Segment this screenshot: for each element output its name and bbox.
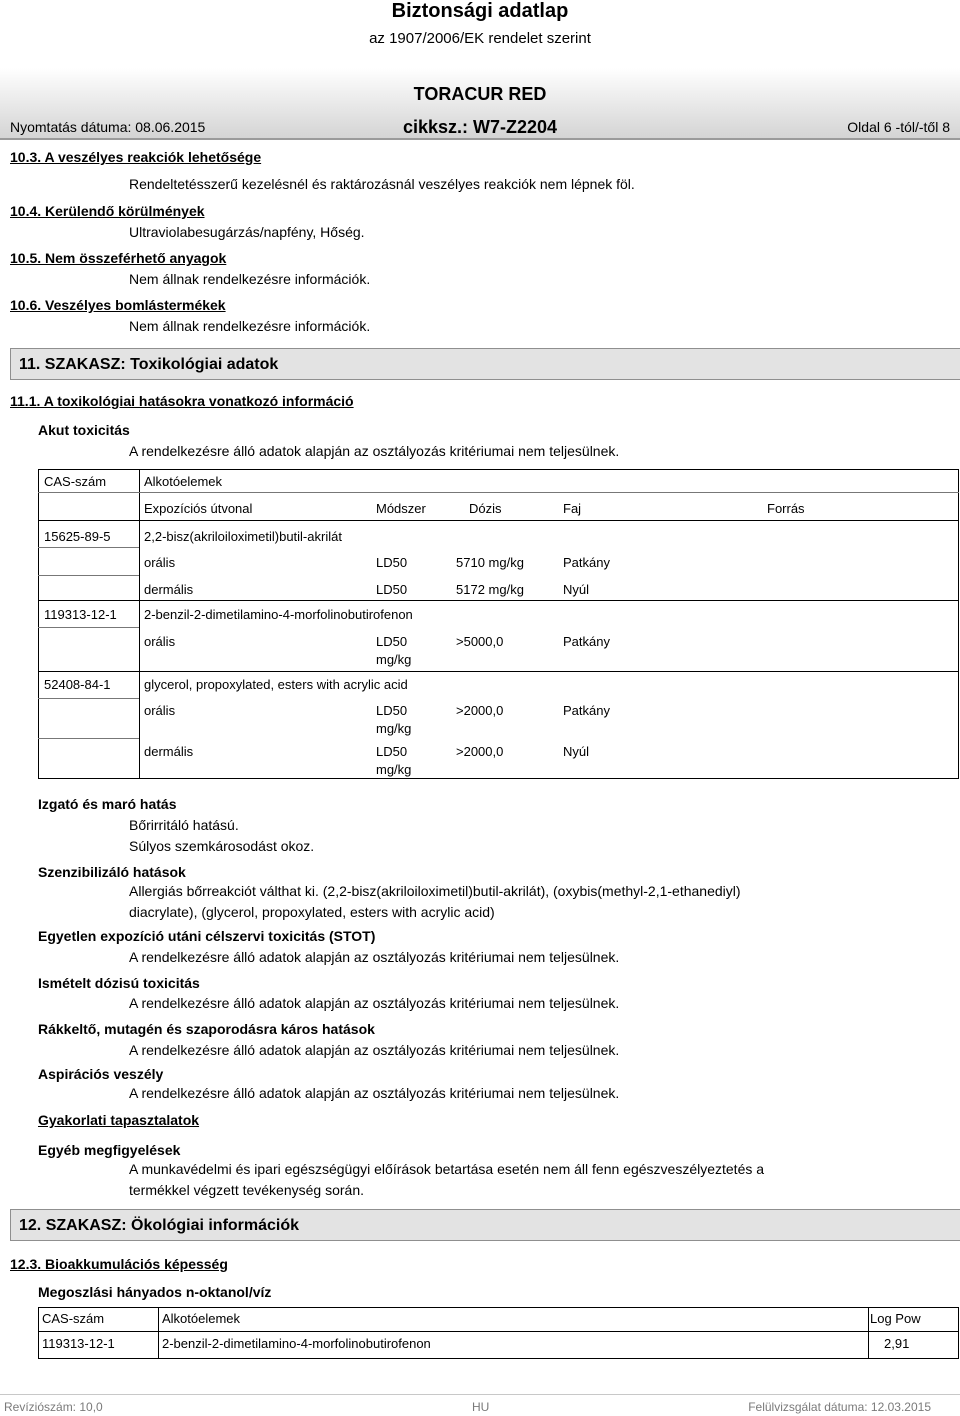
page-footer [0, 1394, 960, 1416]
col-header-route: Expozíciós útvonal [144, 501, 253, 516]
table-cell-dose: >5000,0 [456, 634, 504, 649]
language-code: HU [472, 1400, 490, 1414]
subsection-10-6-text: Nem állnak rendelkezésre információk. [129, 318, 371, 334]
table-divider [38, 575, 139, 576]
other-observations-heading: Egyéb megfigyelések [38, 1142, 181, 1158]
table-cell-method: LD50 [376, 703, 408, 718]
table-cell-route: dermális [144, 744, 194, 759]
table-divider [38, 520, 959, 521]
table-cell-component: 2-benzil-2-dimetilamino-4-morfolinobutirofenon [162, 1336, 431, 1351]
table-cell-unit: mg/kg [376, 762, 412, 777]
table-divider [38, 600, 959, 601]
table-divider [39, 1331, 958, 1332]
col-header-component: Alkotóelemek [144, 474, 223, 489]
sensitisation-heading: Szenzibilizáló hatások [38, 864, 186, 880]
subsection-10-3-heading: 10.3. A veszélyes reakciók lehetősége [10, 149, 262, 165]
table-cell-dose: >2000,0 [456, 703, 504, 718]
subsection-10-4-text: Ultraviolabesugárzás/napfény, Hőség. [129, 224, 365, 240]
col-header-dose: Dózis [469, 501, 502, 516]
section-11-title: 11. SZAKASZ: Toxikológiai adatok [10, 348, 960, 380]
section-12-title: 12. SZAKASZ: Ökológiai információk [10, 1209, 960, 1241]
table-cell-species: Patkány [563, 703, 610, 718]
subsection-10-4-heading: 10.4. Kerülendő körülmények [10, 203, 205, 219]
table-cell-cas: 119313-12-1 [42, 1336, 115, 1351]
practical-experience-heading: Gyakorlati tapasztalatok [38, 1112, 200, 1128]
table-cell-unit: mg/kg [376, 652, 412, 667]
table-divider [38, 547, 139, 548]
table-divider [38, 627, 139, 628]
table-cell-unit: mg/kg [376, 721, 412, 736]
table-cell-species: Patkány [563, 555, 610, 570]
table-divider [38, 671, 959, 672]
table-cell-cas: 119313-12-1 [44, 607, 117, 622]
table-divider [158, 1308, 159, 1358]
cmr-heading: Rákkeltő, mutagén és szaporodásra káros hatások [38, 1021, 375, 1037]
col-header-log-pow: Log Pow [870, 1311, 921, 1326]
aspiration-text: A rendelkezésre álló adatok alapján az osztályozás kritériumai nem teljesülnek. [129, 1085, 620, 1101]
table-divider [139, 469, 140, 779]
other-observations-text: termékkel végzett tevékenység során. [129, 1182, 365, 1198]
table-cell-method: LD50 [376, 555, 408, 570]
other-observations-text: A munkavédelmi és ipari egészségügyi előírások betartása esetén nem áll fenn egészveszélyeztetés a [129, 1161, 765, 1177]
table-divider [38, 698, 139, 699]
col-header-cas: CAS-szám [44, 474, 107, 489]
revision-number: Revíziószám: 10,0 [4, 1400, 103, 1414]
stot-single-heading: Egyetlen expozíció utáni célszervi toxicitás (STOT) [38, 928, 376, 944]
repeated-dose-text: A rendelkezésre álló adatok alapján az osztályozás kritériumai nem teljesülnek. [129, 995, 620, 1011]
subsection-12-3-heading: 12.3. Bioakkumulációs képesség [10, 1256, 228, 1272]
stot-single-text: A rendelkezésre álló adatok alapján az osztályozás kritériumai nem teljesülnek. [129, 949, 620, 965]
irritation-text: Bőrirritáló hatású. [129, 817, 239, 833]
table-cell-dose: 5710 mg/kg [456, 555, 524, 570]
document-title: Biztonsági adatlap [391, 0, 569, 22]
partition-coefficient-heading: Megoszlási hányados n-oktanol/víz [38, 1284, 272, 1300]
table-cell-species: Nyúl [563, 744, 590, 759]
print-date: Nyomtatás dátuma: 08.06.2015 [10, 119, 206, 135]
table-cell-route: orális [144, 555, 176, 570]
table-divider [868, 1308, 869, 1358]
table-cell-method: LD50 [376, 634, 408, 649]
subsection-10-3-text: Rendeltetésszerű kezelésnél és raktározásnál veszélyes reakciók nem lépnek föl. [129, 176, 635, 192]
acute-toxicity-text: A rendelkezésre álló adatok alapján az osztályozás kritériumai nem teljesülnek. [129, 443, 620, 459]
col-header-component: Alkotóelemek [162, 1311, 241, 1326]
col-header-cas: CAS-szám [42, 1311, 105, 1326]
product-name: TORACUR RED [413, 84, 547, 104]
table-cell-method: LD50 [376, 582, 408, 597]
table-cell-route: orális [144, 703, 176, 718]
table-cell-component: 2,2-bisz(akriloiloximetil)butil-akrilát [144, 529, 342, 544]
table-cell-method: LD50 [376, 744, 408, 759]
subsection-11-1-heading: 11.1. A toxikológiai hatásokra vonatkozó információ [10, 393, 354, 409]
aspiration-heading: Aspirációs veszély [38, 1066, 164, 1082]
table-cell-component: glycerol, propoxylated, esters with acrylic acid [144, 677, 408, 692]
table-cell-species: Nyúl [563, 582, 590, 597]
table-cell-route: dermális [144, 582, 194, 597]
table-cell-dose: >2000,0 [456, 744, 504, 759]
irritation-heading: Izgató és maró hatás [38, 796, 177, 812]
subsection-10-5-heading: 10.5. Nem összeférhető anyagok [10, 250, 227, 266]
table-cell-cas: 52408-84-1 [44, 677, 111, 692]
col-header-method: Módszer [376, 501, 426, 516]
article-number: cikksz.: W7-Z2204 [402, 117, 558, 137]
subsection-10-5-text: Nem állnak rendelkezésre információk. [129, 271, 371, 287]
col-header-source: Forrás [767, 501, 805, 516]
sensitisation-text: Allergiás bőrreakciót válthat ki. (2,2-bisz(akriloiloximetil)butil-akrilát), (oxybis(methyl-2,1-ethanediyl) [129, 883, 741, 899]
table-cell-dose: 5172 mg/kg [456, 582, 524, 597]
cmr-text: A rendelkezésre álló adatok alapján az osztályozás kritériumai nem teljesülnek. [129, 1042, 620, 1058]
col-header-species: Faj [563, 501, 582, 516]
subsection-10-6-heading: 10.6. Veszélyes bomlástermékek [10, 297, 226, 313]
table-divider [38, 738, 139, 739]
document-subtitle: az 1907/2006/EK rendelet szerint [369, 30, 591, 47]
acute-toxicity-heading: Akut toxicitás [38, 422, 130, 438]
table-cell-species: Patkány [563, 634, 610, 649]
table-cell-log-pow: 2,91 [884, 1336, 910, 1351]
sensitisation-text: diacrylate), (glycerol, propoxylated, esters with acrylic acid) [129, 904, 495, 920]
table-cell-route: orális [144, 634, 176, 649]
table-divider [38, 492, 959, 493]
irritation-text: Súlyos szemkárosodást okoz. [129, 838, 315, 854]
table-cell-cas: 15625-89-5 [44, 529, 111, 544]
page-number: Oldal 6 -tól/-től 8 [847, 119, 950, 135]
repeated-dose-heading: Ismételt dózisú toxicitás [38, 975, 200, 991]
review-date: Felülvizsgálat dátuma: 12.03.2015 [748, 1400, 931, 1414]
table-cell-component: 2-benzil-2-dimetilamino-4-morfolinobutirofenon [144, 607, 413, 622]
